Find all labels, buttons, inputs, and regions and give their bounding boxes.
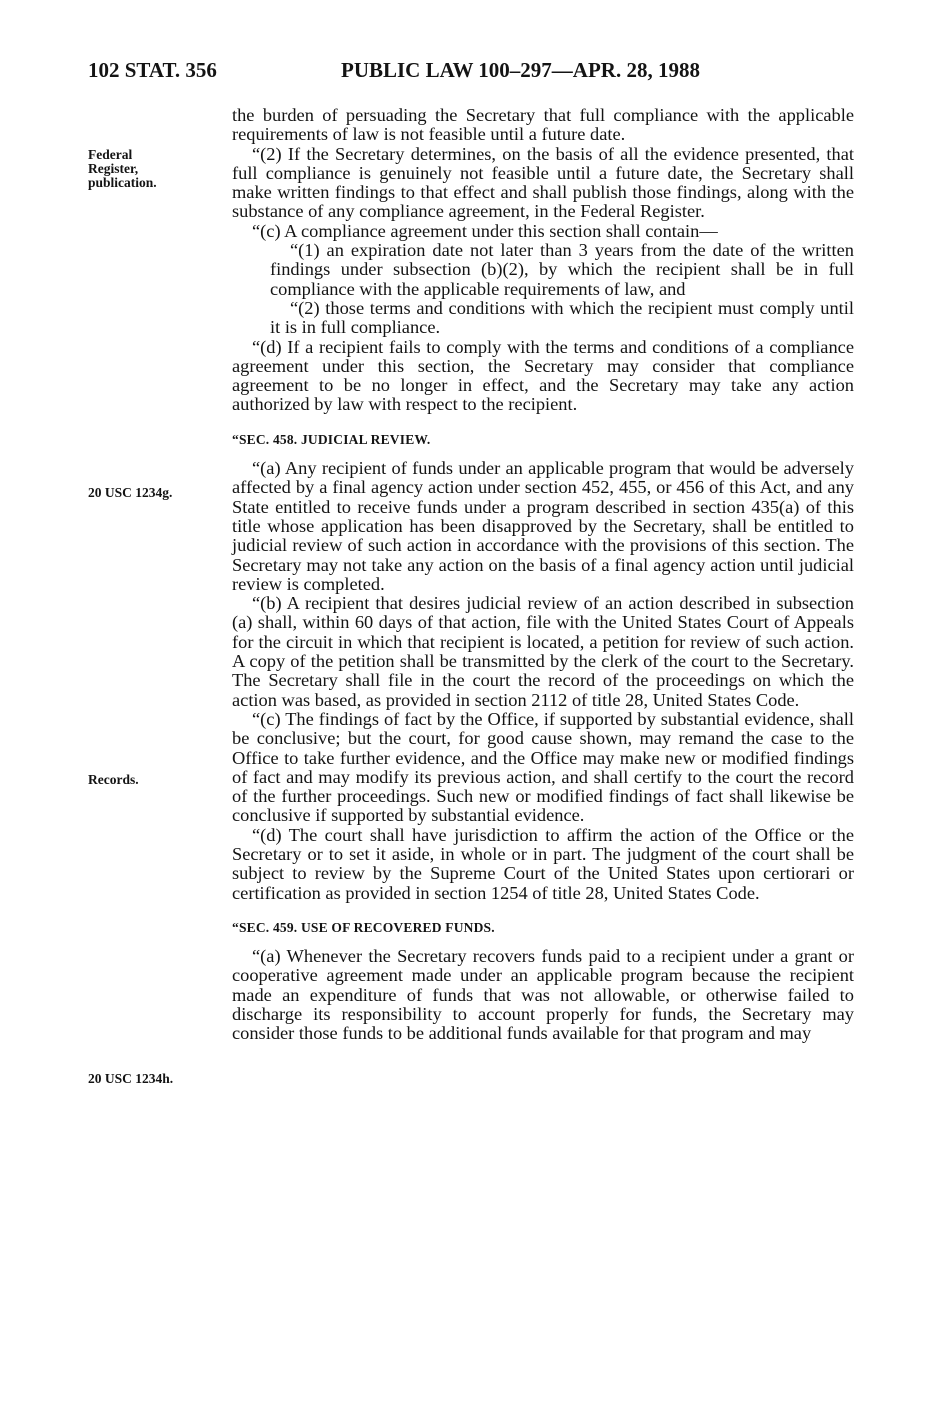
paragraph: “(a) Any recipient of funds under an applicable program that would be adversely affected by a final agency action under section 452, 455, or 456 of this Act, and any State entitled to receive funds under a program described in section 435(a) of this title whose application has been disapproved by the Secretary, shall be entitled to judicial review of such action in accordance with the provisions of this section. The Secretary may not take any action on the basis of a final agency action until judicial review is completed. [232, 458, 854, 594]
paragraph: “(a) Whenever the Secretary recovers funds paid to a recipient under a grant or cooperative agreement made under an applicable program because the recipient made an expenditure of funds that was not allowable, or otherwise failed to discharge its responsibility to account properly for funds, the Secretary may consider those funds to be additional funds available for that program and may [232, 946, 854, 1044]
margin-note-usc-1234h: 20 USC 1234h. [88, 1071, 174, 1086]
paragraph: “(d) If a recipient fails to comply with the terms and conditions of a compliance agreement under this section, the Secretary may consider that compliance agreement to be no longer in effect, and the Secretary may take any action authorized by law with respect to the recipient. [232, 336, 854, 415]
statute-page-number: 102 STAT. 356 [88, 58, 217, 82]
paragraph: “(b) A recipient that desires judicial review of an action described in subsection (a) shall, within 60 days of that action, file with the United States Court of Appeals for the circuit in which that recipient is located, a petition for review of such action. A copy of the petition shall be transmitted by the clerk of the court to the Secretary. The Secretary shall file in the court the record of the proceedings on which the action was based, as provided in section 2112 of title 28, United States Code. [232, 593, 854, 710]
page-header [88, 58, 868, 88]
document-body [232, 106, 854, 1044]
paragraph: “(2) those terms and conditions with which the recipient must comply until it is in full compliance. [270, 297, 854, 338]
section-heading-459: “SEC. 459. USE OF RECOVERED FUNDS. [232, 919, 495, 935]
paragraph: “(c) A compliance agreement under this section shall contain— [252, 220, 718, 241]
paragraph: “(2) If the Secretary determines, on the basis of all the evidence presented, that full compliance is genuinely not feasible until a future date, the Secretary shall make written findings to that effect and shall publish those findings, along with the substance of any compliance agreement, in the Federal Register. [232, 143, 854, 222]
margin-note-federal-register: Federal Register, publication. [88, 147, 157, 190]
paragraph: the burden of persuading the Secretary that full compliance with the applicable requirements of law is not feasible until a future date. [232, 105, 854, 145]
section-heading-458: “SEC. 458. JUDICIAL REVIEW. [232, 431, 431, 447]
paragraph: “(1) an expiration date not later than 3 years from the date of the written findings under subsection (b)(2), by which the recipient shall be in full compliance with the applicable requirements of law, and [270, 240, 854, 299]
margin-note-usc-1234g: 20 USC 1234g. [88, 485, 173, 500]
paragraph: “(c) The findings of fact by the Office, if supported by substantial evidence, shall be conclusive; but the court, for good cause shown, may remand the case to the Office to take further evidence, and the Office may make new or modified findings of fact and may modify its previous action, and shall certify to the court the record of the further proceedings. Such new or modified findings of fact shall likewise be conclusive if supported by substantial evidence. [232, 708, 854, 826]
public-law-title: PUBLIC LAW 100–297—APR. 28, 1988 [341, 58, 700, 82]
paragraph: “(d) The court shall have jurisdiction to affirm the action of the Office or the Secretary or to set it aside, in whole or in part. The judgment of the court shall be subject to review by the Supreme Court of the United States upon certiorari or certification as provided in section 1254 of title 28, United States Code. [232, 824, 854, 903]
margin-note-records: Records. [88, 772, 139, 787]
